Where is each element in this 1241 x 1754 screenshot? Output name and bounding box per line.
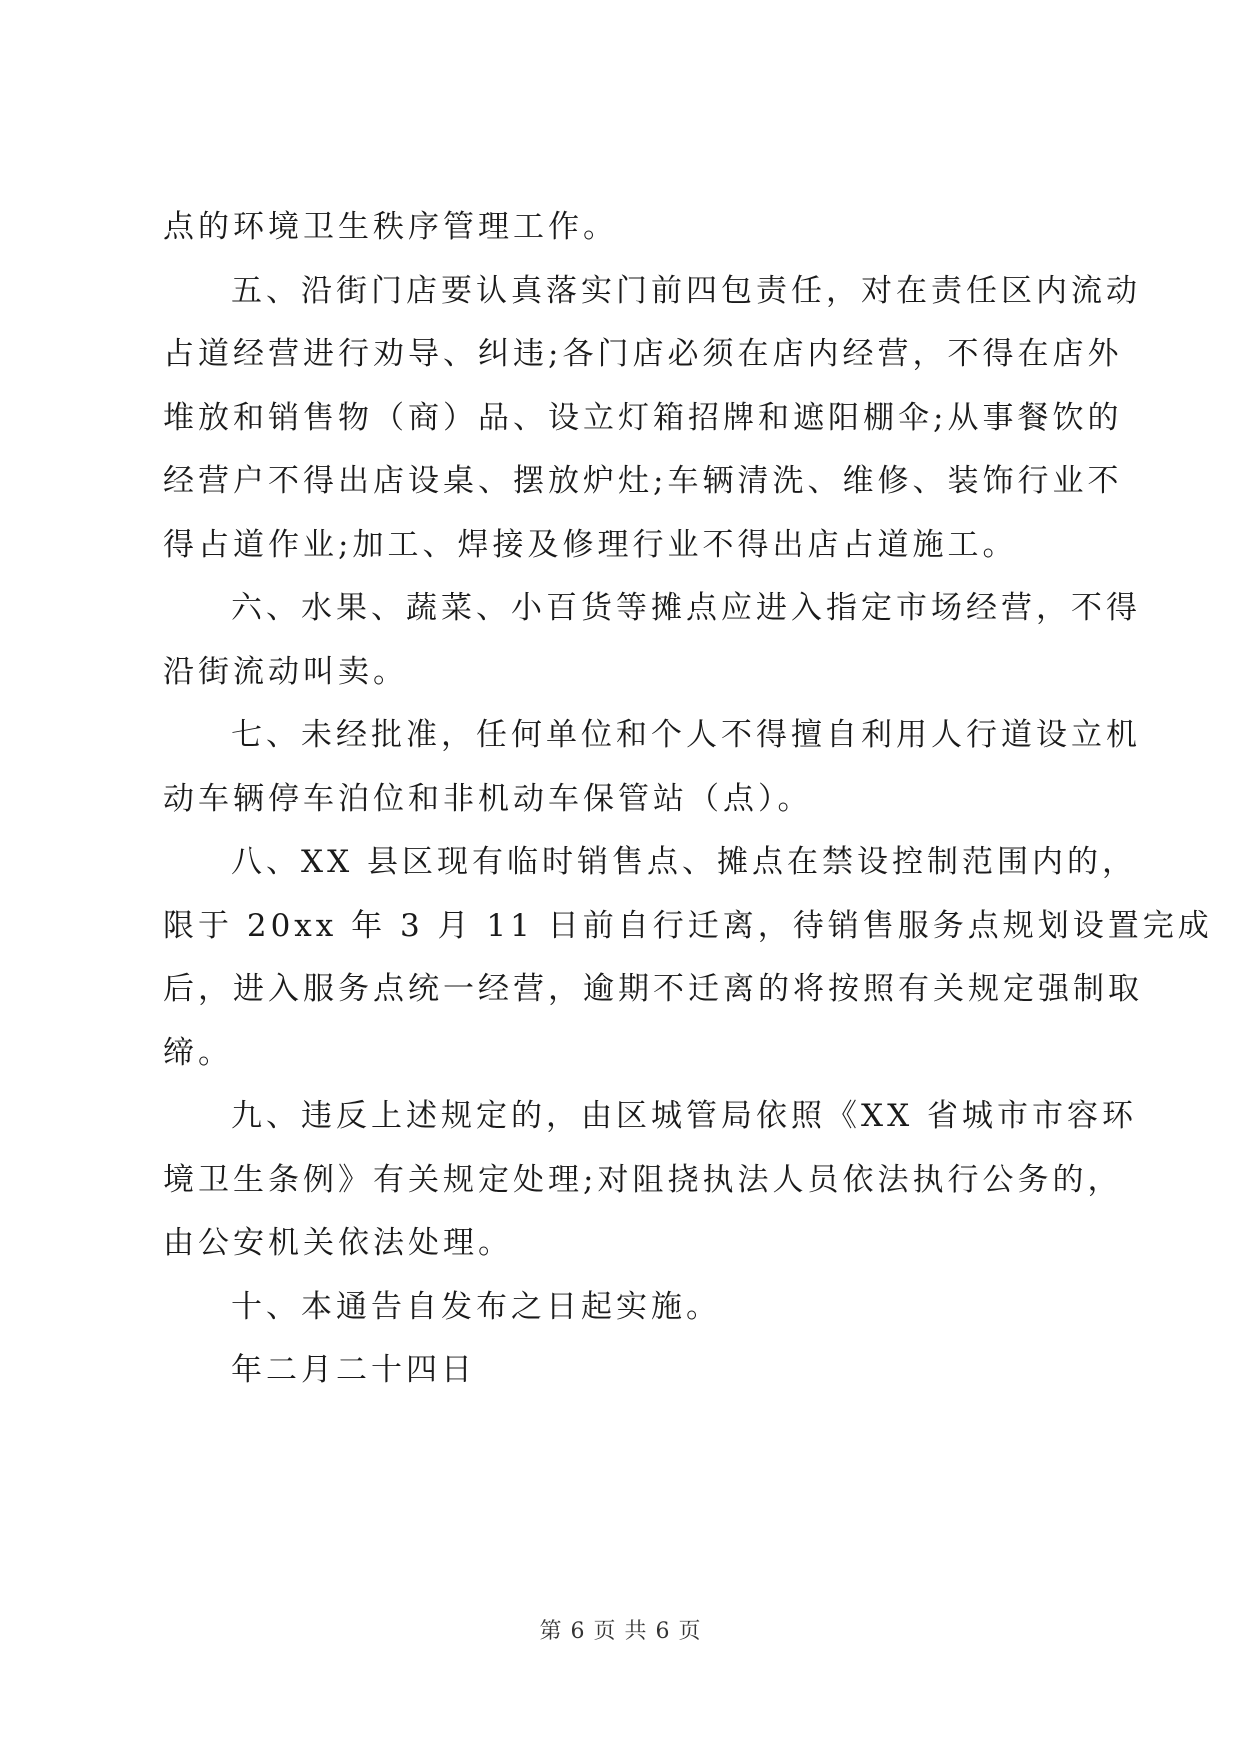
text-line: 沿街流动叫卖。	[163, 653, 408, 690]
text-line: 动车辆停车泊位和非机动车保管站（点）。	[163, 780, 813, 817]
text-line: 十、本通告自发布之日起实施。	[231, 1288, 721, 1325]
text-line: 九、违反上述规定的，由区城管局依照《XX 省城市市容环	[231, 1098, 1137, 1134]
text-line: 占道经营进行劝导、纠违;各门店必须在店内经营，不得在店外	[163, 336, 1123, 372]
text-line: 堆放和销售物（商）品、设立灯箱招牌和遮阳棚伞;从事餐饮的	[163, 399, 1123, 436]
date-line: 年二月二十四日	[231, 1352, 476, 1388]
text-line: 六、水果、蔬菜、小百货等摊点应进入指定市场经营，不得	[231, 590, 1141, 626]
text-line: 由公安机关依法处理。	[163, 1225, 513, 1261]
text-line: 七、未经批准，任何单位和个人不得擅自利用人行道设立机	[231, 717, 1141, 753]
text-line: 限于 20xx 年 3 月 11 日前自行迁离，待销售服务点规划设置完成	[163, 907, 1213, 944]
document-body	[163, 196, 1213, 1403]
text-line: 得占道作业;加工、焊接及修理行业不得出店占道施工。	[163, 526, 1018, 563]
page-number-footer: 第 6 页 共 6 页	[539, 1619, 702, 1644]
text-line: 点的环境卫生秩序管理工作。	[163, 209, 618, 245]
text-line: 缔。	[163, 1034, 233, 1071]
text-line: 境卫生条例》有关规定处理;对阻挠执法人员依法执行公务的，	[163, 1161, 1123, 1198]
text-line: 后，进入服务点统一经营，逾期不迁离的将按照有关规定强制取	[163, 971, 1143, 1007]
text-line: 五、沿街门店要认真落实门前四包责任，对在责任区内流动	[231, 272, 1141, 309]
text-line: 经营户不得出店设桌、摆放炉灶;车辆清洗、维修、装饰行业不	[163, 463, 1123, 499]
text-line: 八、XX 县区现有临时销售点、摊点在禁设控制范围内的，	[231, 844, 1137, 880]
